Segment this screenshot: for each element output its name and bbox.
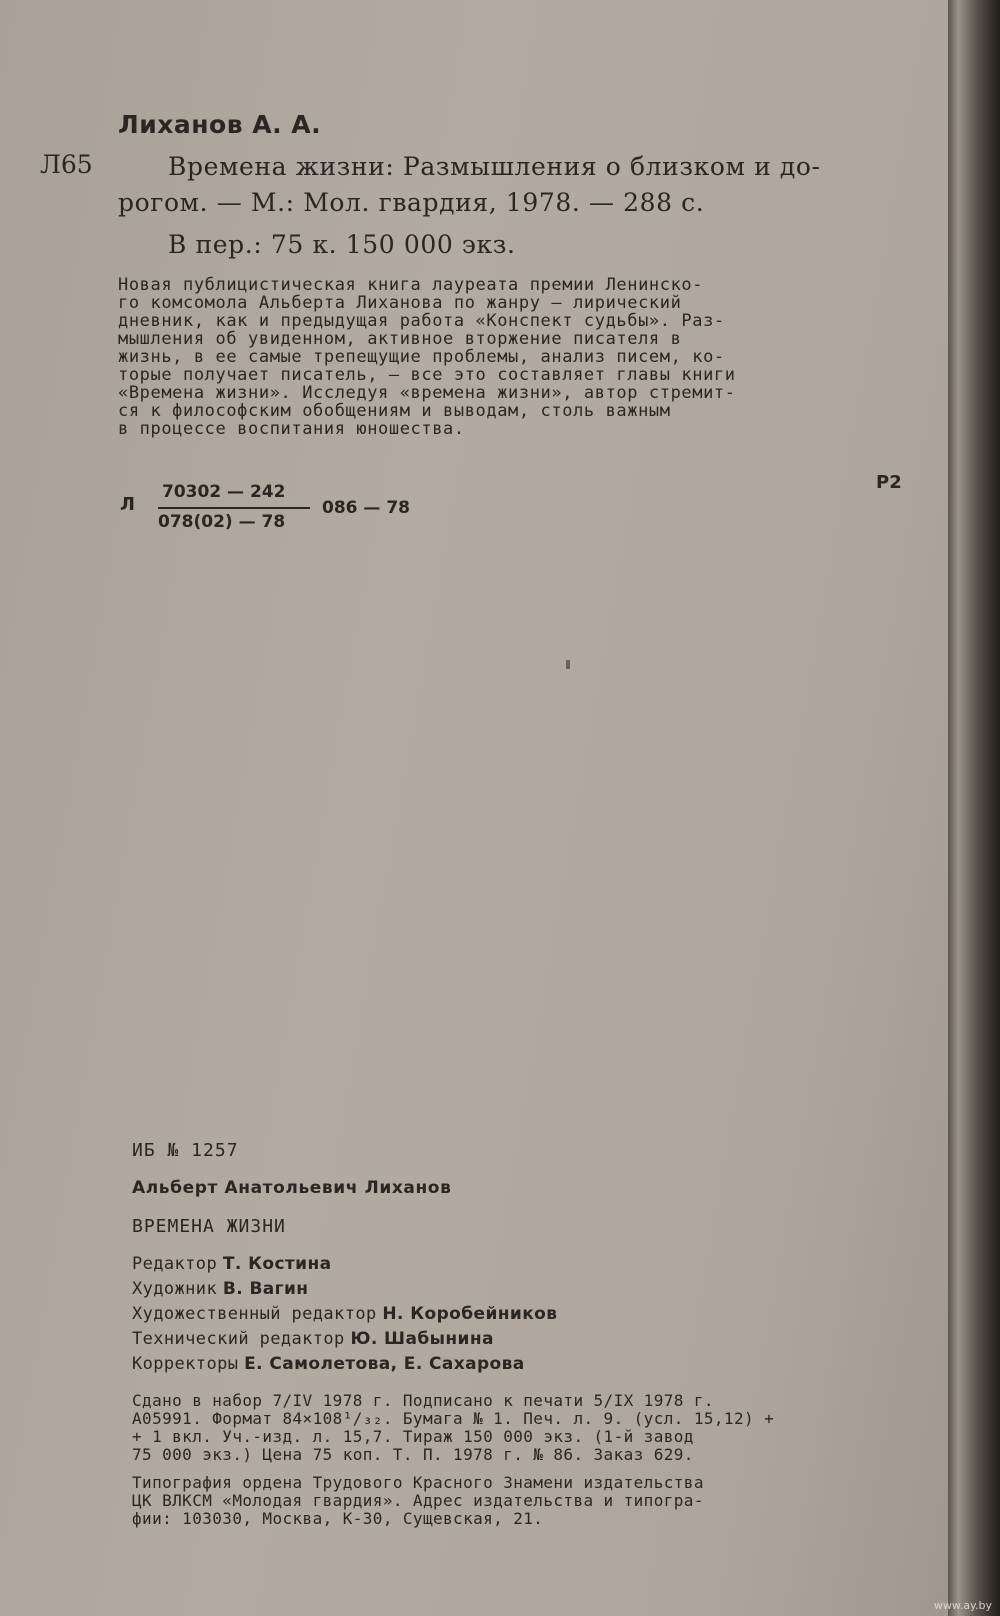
card-author: Лиханов А. А. (118, 110, 322, 139)
index-letter: Л (120, 494, 135, 515)
annotation-line: торые получает писатель, — все это составляет главы книги (118, 365, 736, 385)
imprint-line: 75 000 экз.) Цена 75 коп. Т. П. 1978 г. № 86. Заказ 629. (132, 1445, 694, 1464)
card-title-line-2: рогом. — М.: Мол. гвардия, 1978. — 288 с. (118, 188, 705, 217)
credit-person: Т. Костина (222, 1254, 332, 1274)
annotation-line: го комсомола Альберта Лиханова по жанру — лирический (118, 293, 682, 313)
card-price-line: В пер.: 75 к. 150 000 экз. (168, 230, 516, 259)
credit-role: Художественный редактор (132, 1304, 377, 1324)
credit-role: Корректоры (132, 1354, 239, 1374)
annotation-line: дневник, как и предыдущая работа «Конспект судьбы». Раз- (118, 311, 725, 331)
library-code: Л65 (40, 150, 93, 179)
credit-tech-editor (132, 1327, 557, 1352)
credit-art-editor (132, 1302, 557, 1327)
classification-code: Р2 (876, 472, 902, 493)
credit-artist (132, 1277, 557, 1302)
annotation-line: Новая публицистическая книга лауреата премии Ленинско- (118, 275, 704, 295)
book-title-caps: ВРЕМЕНА ЖИЗНИ (132, 1216, 286, 1237)
index-numerator: 70302 — 242 (162, 482, 286, 502)
credit-proofreaders (132, 1352, 557, 1377)
printer-line: ЦК ВЛКСМ «Молодая гвардия». Адрес издательства и типогра- (132, 1491, 704, 1510)
card-title-line-1: Времена жизни: Размышления о близком и до- (168, 152, 821, 181)
credit-role: Технический редактор (132, 1329, 345, 1349)
imprint-block (132, 1392, 892, 1464)
credit-person: Н. Коробейников (382, 1304, 558, 1324)
printer-line: фии: 103030, Москва, К-30, Сущевская, 21. (132, 1509, 544, 1528)
fraction-bar (158, 507, 310, 509)
book-cover-edge (948, 0, 1000, 1616)
credit-person: В. Вагин (222, 1279, 309, 1299)
imprint-line: + 1 вкл. Уч.-изд. л. 15,7. Тираж 150 000 экз. (1-й завод (132, 1427, 694, 1446)
credit-person: Е. Самолетова, Е. Сахарова (244, 1354, 525, 1374)
index-suffix: 086 — 78 (322, 498, 410, 518)
ib-number: ИБ № 1257 (132, 1140, 239, 1161)
credits-list (132, 1252, 557, 1377)
annotation-line: жизнь, в ее самые трепещущие проблемы, анализ писем, ко- (118, 347, 725, 367)
imprint-line: А05991. Формат 84×108¹/₃₂. Бумага № 1. Печ. л. 9. (усл. 15,12) + (132, 1409, 775, 1428)
credit-person: Ю. Шабынина (350, 1329, 494, 1349)
annotation-line: «Времена жизни». Исследуя «времена жизни», автор стремит- (118, 383, 736, 403)
annotation (118, 276, 908, 438)
annotation-line: ся к философским обобщениям и выводам, столь важным (118, 401, 671, 421)
paper-speck (566, 660, 570, 669)
printer-line: Типография ордена Трудового Красного Знамени издательства (132, 1473, 704, 1492)
index-denominator: 078(02) — 78 (158, 512, 286, 532)
annotation-line: мышления об увиденном, активное вторжение писателя в (118, 329, 682, 349)
credit-role: Художник (132, 1279, 218, 1299)
site-watermark: www.ay.by (933, 1599, 992, 1612)
author-full-name: Альберт Анатольевич Лиханов (132, 1178, 452, 1198)
printer-block (132, 1474, 892, 1528)
imprint-line: Сдано в набор 7/IV 1978 г. Подписано к печати 5/IX 1978 г. (132, 1391, 714, 1410)
credit-role: Редактор (132, 1254, 218, 1274)
credit-editor (132, 1252, 557, 1277)
annotation-line: в процессе воспитания юношества. (118, 419, 465, 439)
